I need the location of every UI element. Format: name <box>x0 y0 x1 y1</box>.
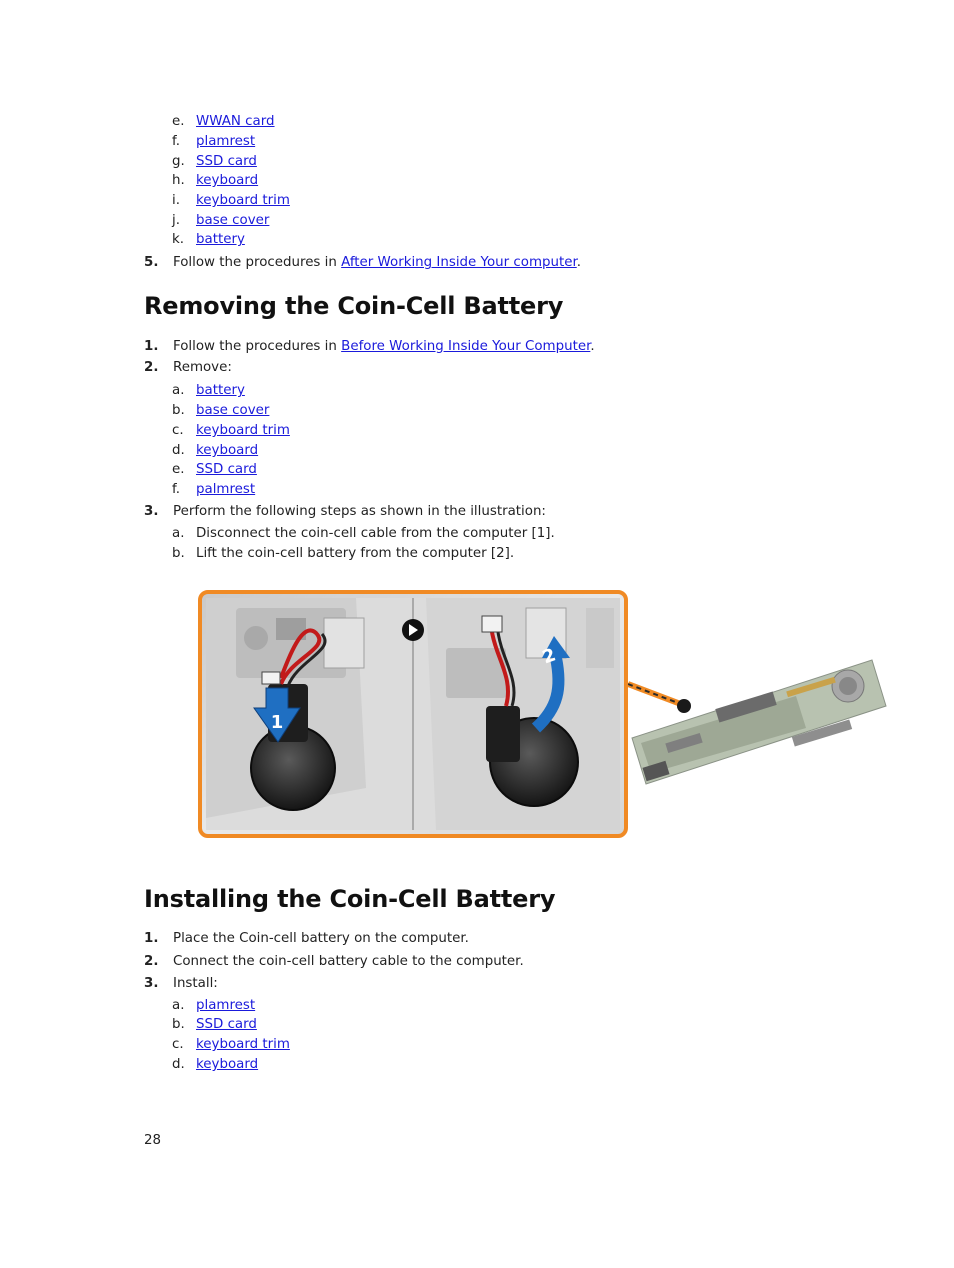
step-number: 1. <box>144 339 159 354</box>
list-letter: f. <box>172 482 180 497</box>
list-letter: a. <box>172 526 185 541</box>
link-ssd-card[interactable]: SSD card <box>196 154 257 169</box>
link-plamrest[interactable]: plamrest <box>196 134 256 149</box>
link-plamrest[interactable]: plamrest <box>196 998 256 1013</box>
link-keyboard[interactable]: keyboard <box>196 173 259 188</box>
link-battery[interactable]: battery <box>196 383 245 398</box>
list-letter: b. <box>172 403 185 418</box>
list-letter: b. <box>172 1017 185 1032</box>
link-keyboard-trim[interactable]: keyboard trim <box>196 1037 290 1052</box>
step-2-text: Remove: <box>173 360 232 375</box>
right-panel <box>426 598 620 830</box>
step-1-text: Follow the procedures in Before Working Inside Your Computer. <box>173 339 595 354</box>
page-number: 28 <box>144 1133 162 1148</box>
link-after-working[interactable]: After Working Inside Your computer <box>341 255 577 270</box>
list-letter: e. <box>172 462 185 477</box>
link-keyboard-trim[interactable]: keyboard trim <box>196 193 290 208</box>
step-number: 3. <box>144 976 159 991</box>
list-letter: g. <box>172 154 185 169</box>
step-number: 2. <box>144 360 159 375</box>
link-keyboard[interactable]: keyboard <box>196 443 259 458</box>
list-letter: h. <box>172 173 185 188</box>
link-wwan-card[interactable]: WWAN card <box>196 114 275 129</box>
list-letter: c. <box>172 423 184 438</box>
system-board-overview <box>632 660 886 784</box>
list-letter: k. <box>172 232 185 247</box>
link-keyboard-trim[interactable]: keyboard trim <box>196 423 290 438</box>
list-letter: d. <box>172 443 185 458</box>
callout-2: 2 <box>539 644 559 669</box>
list-letter: i. <box>172 193 180 208</box>
callout-1: 1 <box>270 712 284 733</box>
link-palmrest[interactable]: palmrest <box>196 482 256 497</box>
link-base-cover[interactable]: base cover <box>196 213 270 228</box>
step-number: 1. <box>144 931 159 946</box>
step-number: 2. <box>144 954 159 969</box>
step-3-text: Perform the following steps as shown in the illustration: <box>173 504 546 519</box>
list-letter: j. <box>172 213 180 228</box>
link-base-cover[interactable]: base cover <box>196 403 270 418</box>
link-keyboard[interactable]: keyboard <box>196 1057 259 1072</box>
step-number: 3. <box>144 504 159 519</box>
list-letter: c. <box>172 1037 184 1052</box>
board-coin-cell <box>677 699 691 713</box>
list-letter: b. <box>172 546 185 561</box>
link-before-working[interactable]: Before Working Inside Your Computer <box>341 339 591 354</box>
install-step-text: Place the Coin-cell battery on the computer. <box>173 931 469 946</box>
step-5-text: Follow the procedures in After Working Inside Your computer. <box>173 255 582 270</box>
section-title-installing: Installing the Coin-Cell Battery <box>144 885 556 913</box>
install-step-text: Connect the coin-cell battery cable to the computer. <box>173 954 524 969</box>
install-step-text: Install: <box>173 976 218 991</box>
substep-text: Lift the coin-cell battery from the computer [2]. <box>196 546 515 561</box>
list-letter: e. <box>172 114 185 129</box>
link-ssd-card[interactable]: SSD card <box>196 1017 257 1032</box>
list-letter: f. <box>172 134 180 149</box>
list-letter: a. <box>172 383 185 398</box>
link-battery[interactable]: battery <box>196 232 245 247</box>
list-letter: a. <box>172 998 185 1013</box>
step-number: 5. <box>144 255 159 270</box>
coin-cell-removal-illustration <box>196 588 896 840</box>
list-letter: d. <box>172 1057 185 1072</box>
substep-text: Disconnect the coin-cell cable from the computer [1]. <box>196 526 555 541</box>
section-title-removing: Removing the Coin-Cell Battery <box>144 292 564 320</box>
link-ssd-card[interactable]: SSD card <box>196 462 257 477</box>
